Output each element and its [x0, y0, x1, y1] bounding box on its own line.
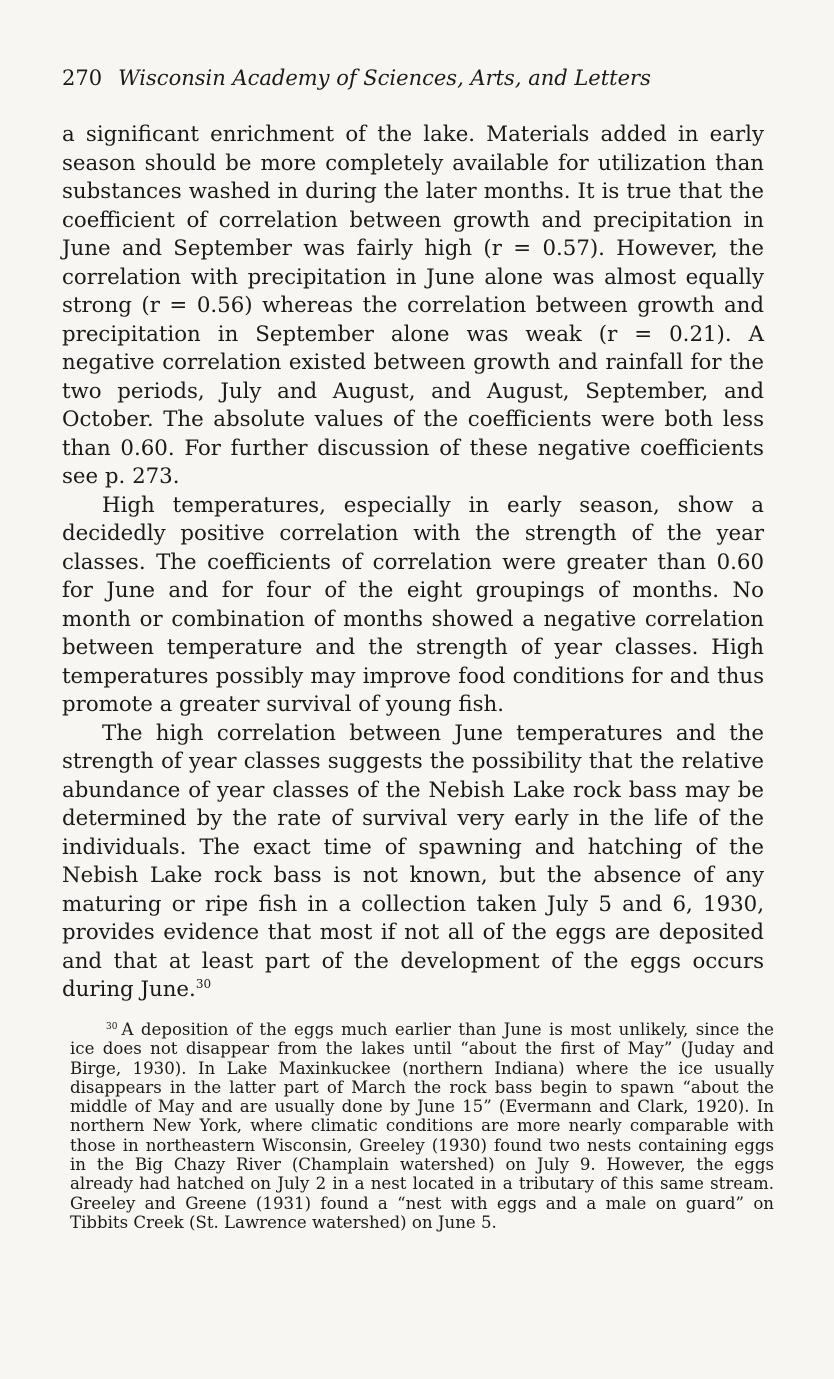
page-number: 270	[62, 66, 103, 90]
journal-title: Wisconsin Academy of Sciences, Arts, and Letters	[118, 66, 651, 90]
paragraph-1: a significant enrichment of the lake. Materials added in early season should be more completely available for utilization than substances washed in during the later months. It is true that the coefficient of correlation between growth and precipitation in June and September was fairly high (r = 0.57). However, the correlation with precipitation in June alone was almost equally strong (r = 0.56) whereas the correlation between growth and precipitation in September alone was weak (r = 0.21). A negative correlation existed between growth and rainfall for the two periods, July and August, and August, September, and October. The absolute values of the coefficients were both less than 0.60. For further discussion of these negative coefficients see p. 273.	[62, 122, 764, 489]
paragraph-3	[62, 720, 764, 1005]
paragraph-2: High temperatures, especially in early season, show a decidedly positive correlation with the strength of the year classes. The coefficients of correlation were greater than 0.60 for June and for four of the eight groupings of months. No month or combination of months showed a negative correlation between temperature and the strength of year classes. High temperatures possibly may improve food conditions for and thus promote a greater survival of young fish.	[62, 492, 764, 717]
footnote-marker: 30	[106, 1022, 118, 1032]
footnote	[70, 1020, 774, 1232]
running-head	[62, 66, 651, 90]
footnote-text: A deposition of the eggs much earlier than June is most unlikely, since the ice does not disappear from the lakes until “about the first of May” (Juday and Birge, 1930). In Lake Maxinkuckee (northern Indiana) where the ice usually disappears in the latter part of March the rock bass begin to spawn “about the middle of May and are usually done by June 15” (Evermann and Clark, 1920). In northern New York, where climatic conditions are more nearly comparable with those in northeastern Wisconsin, Greeley (1930) found two nests containing eggs in the Big Chazy River (Champlain watershed) on July 9. However, the eggs already had hatched on July 2 in a nest located in a tributary of this same stream. Greeley and Greene (1931) found a “nest with eggs and a male on guard” on Tibbits Creek (St. Lawrence watershed) on June 5.	[70, 1020, 774, 1232]
body-text	[62, 121, 764, 1005]
paragraph-3-text: The high correlation between June temperatures and the strength of year classes suggests the possibility that the relative abundance of year classes of the Nebish Lake rock bass may be determined by the rate of survival very early in the life of the individuals. The exact time of spawning and hatching of the Nebish Lake rock bass is not known, but the absence of any maturing or ripe fish in a collection taken July 5 and 6, 1930, provides evidence that most if not all of the eggs are deposited and that at least part of the development of the eggs occurs during June.	[62, 720, 764, 1002]
footnote-reference: 30	[195, 977, 212, 991]
